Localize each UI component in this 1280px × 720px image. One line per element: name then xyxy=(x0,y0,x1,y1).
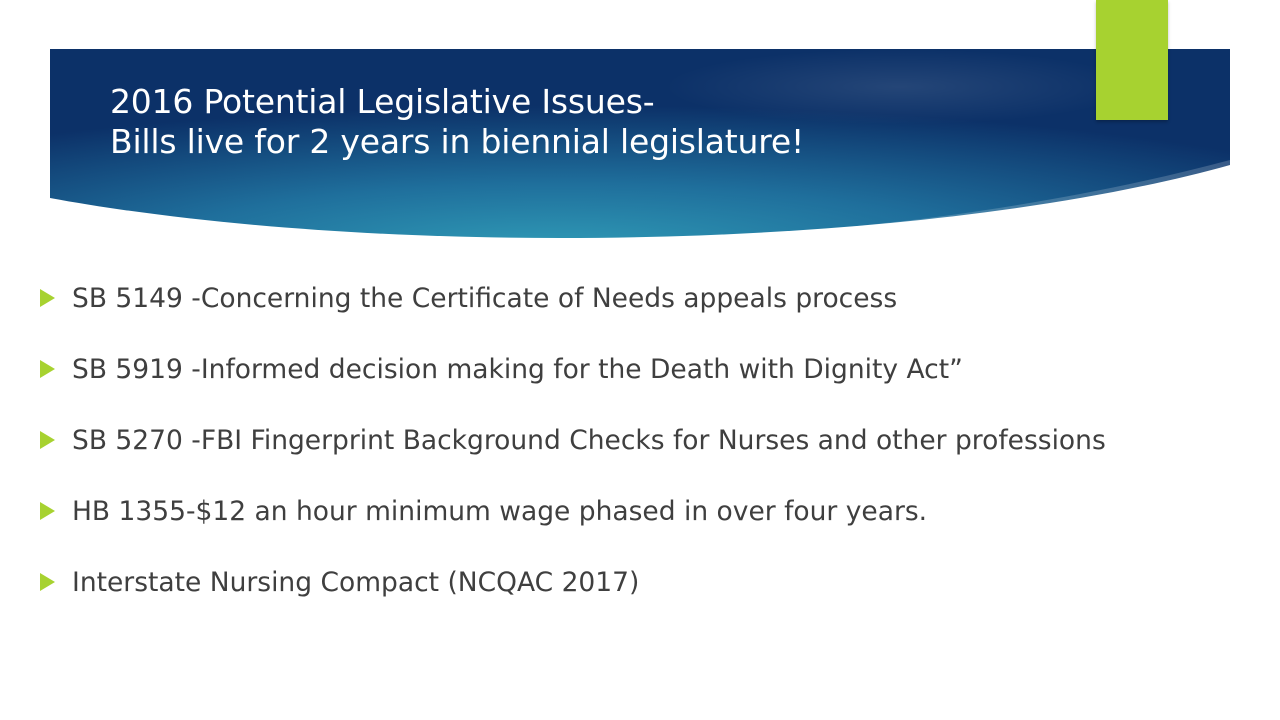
triangle-right-icon xyxy=(40,573,55,591)
bullet-item xyxy=(38,270,1218,327)
slide-title-line1: 2016 Potential Legislative Issues- xyxy=(110,82,655,121)
bullet-item xyxy=(38,483,1218,540)
bullet-item xyxy=(38,412,1218,469)
bullet-text: HB 1355-$12 an hour minimum wage phased in over four years. xyxy=(72,496,928,527)
accent-tab xyxy=(1096,0,1168,120)
bullet-text: Interstate Nursing Compact (NCQAC 2017) xyxy=(72,567,640,598)
slide-title-line2: Bills live for 2 years in biennial legislature! xyxy=(110,122,805,161)
bullet-item xyxy=(38,341,1218,398)
triangle-right-icon xyxy=(40,289,55,307)
bullet-text: SB 5149 -Concerning the Certificate of Needs appeals process xyxy=(72,283,898,314)
slide-title xyxy=(110,82,1070,162)
bullet-item xyxy=(38,554,1218,611)
bullet-text: SB 5919 -Informed decision making for the Death with Dignity Act” xyxy=(72,354,963,385)
bullet-list xyxy=(38,270,1218,625)
triangle-right-icon xyxy=(40,431,55,449)
triangle-right-icon xyxy=(40,502,55,520)
triangle-right-icon xyxy=(40,360,55,378)
bullet-text: SB 5270 -FBI Fingerprint Background Checks for Nurses and other professions xyxy=(72,425,1106,456)
